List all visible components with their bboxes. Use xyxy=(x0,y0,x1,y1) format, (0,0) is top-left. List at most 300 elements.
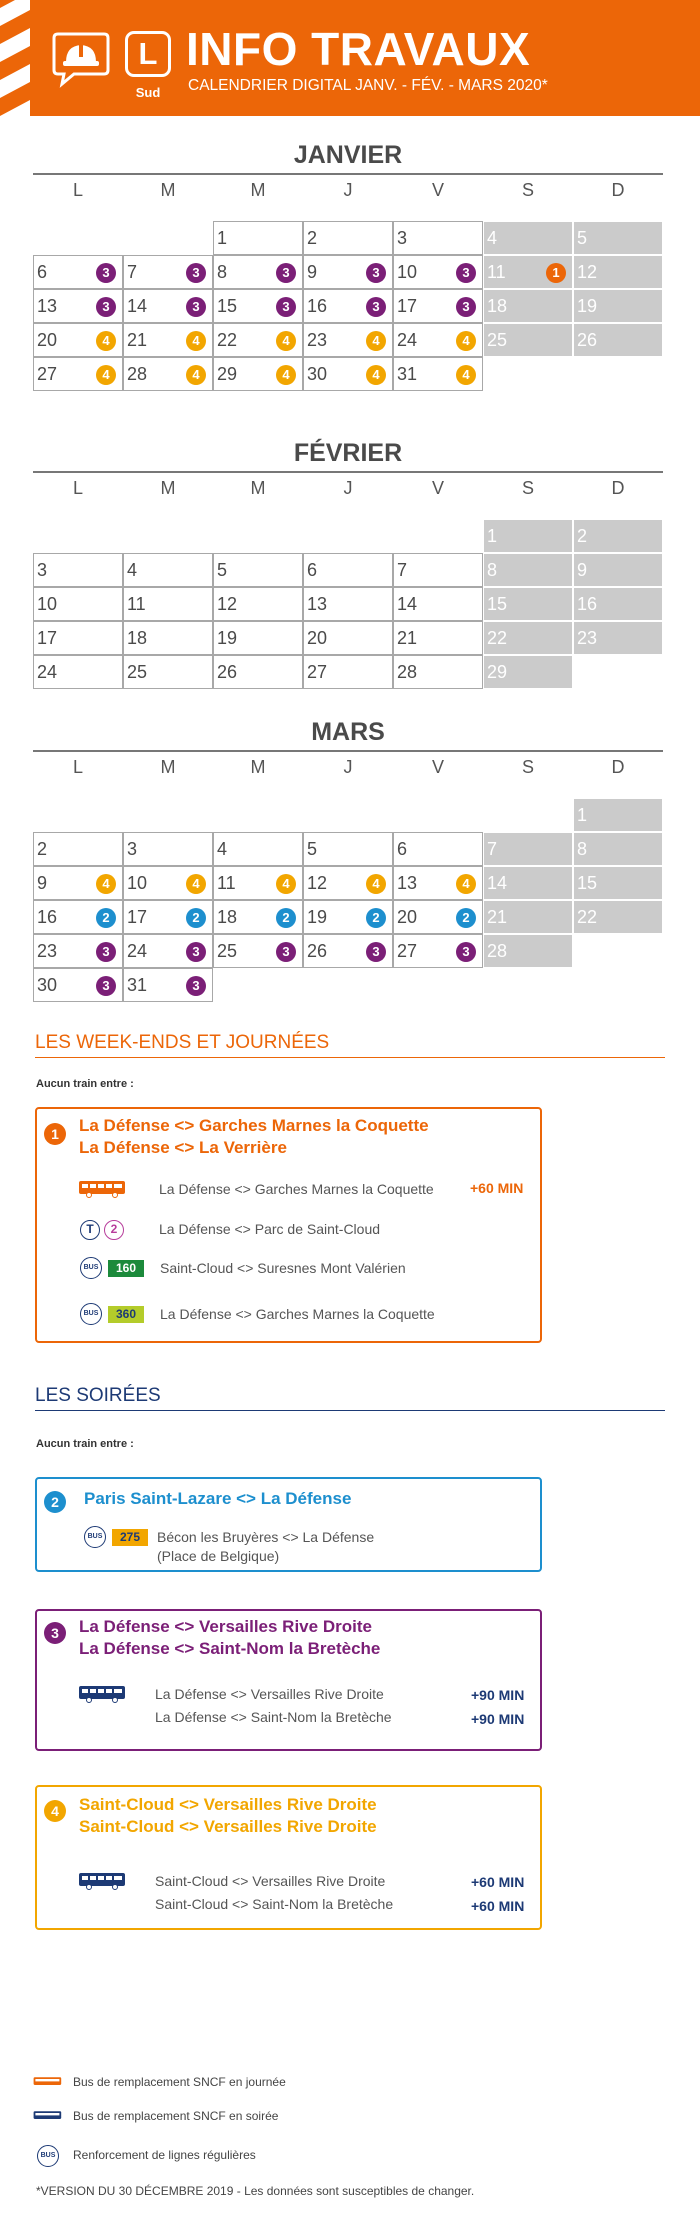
disruption-badge: 2 xyxy=(366,908,386,928)
calendar-day-cell xyxy=(393,621,483,655)
day-number: 21 xyxy=(127,330,148,350)
month-title: FÉVRIER xyxy=(293,439,403,467)
hazard-stripes xyxy=(0,0,40,116)
day-number: 11 xyxy=(217,873,236,893)
day-number: 10 xyxy=(127,873,148,893)
day-number: 28 xyxy=(487,941,508,961)
disruption-title xyxy=(79,1115,429,1159)
day-number: 5 xyxy=(577,228,588,248)
day-number: 19 xyxy=(307,907,328,927)
weekday-label: M xyxy=(160,477,176,498)
calendar-day-cell xyxy=(123,357,213,391)
day-number: 16 xyxy=(307,296,328,316)
day-number: 18 xyxy=(487,296,508,316)
day-number: 14 xyxy=(127,296,148,316)
calendar-day-cell xyxy=(213,655,303,689)
calendar-day-cell xyxy=(393,900,483,934)
disruption-box-3 xyxy=(35,1609,542,1751)
disruption-title-line: La Défense <> Versailles Rive Droite xyxy=(79,1617,372,1636)
calendar-day-cell xyxy=(483,900,573,934)
weekday-label: L xyxy=(72,756,83,777)
disruption-badge: 4 xyxy=(96,874,116,894)
calendar-day-cell xyxy=(393,357,483,391)
day-number: 11 xyxy=(127,594,146,614)
day-number: 6 xyxy=(397,839,408,859)
route-text-line: (Place de Belgique) xyxy=(157,1548,280,1564)
calendar-day-cell xyxy=(483,553,573,587)
calendar-day-cell xyxy=(573,221,663,255)
calendar-janvier xyxy=(33,141,663,391)
month-title: MARS xyxy=(311,718,385,746)
weekday-label: S xyxy=(521,477,534,498)
weekday-label: M xyxy=(250,477,266,498)
weekday-label: D xyxy=(611,756,625,777)
line-zone-label: Sud xyxy=(135,85,161,100)
calendar-day-cell xyxy=(393,553,483,587)
weekday-label: V xyxy=(431,179,444,200)
legend-day-bus-text: Bus de remplacement SNCF en journée xyxy=(73,2075,286,2089)
day-number: 4 xyxy=(217,839,228,859)
disruption-badge: 4 xyxy=(366,331,386,351)
extra-time: +60 MIN xyxy=(471,1898,525,1914)
day-number: 24 xyxy=(127,941,148,961)
calendar-day-cell xyxy=(303,323,393,357)
calendar-day-cell xyxy=(573,621,663,655)
disruption-badge: 3 xyxy=(96,263,116,283)
day-number: 13 xyxy=(307,594,328,614)
day-number: 17 xyxy=(37,628,58,648)
day-number: 16 xyxy=(577,594,598,614)
day-number: 12 xyxy=(307,873,328,893)
day-number: 14 xyxy=(487,873,508,893)
day-number: 3 xyxy=(127,839,138,859)
disruption-badge: 4 xyxy=(366,874,386,894)
disruption-number-badge: 1 xyxy=(44,1123,66,1145)
calendar-day-cell xyxy=(303,289,393,323)
calendar-day-cell xyxy=(483,655,573,689)
calendar-day-cell xyxy=(483,323,573,357)
bus-icon: BUS xyxy=(84,1526,106,1548)
bus-line-360-tag: 360 xyxy=(108,1306,144,1323)
calendar-day-cell xyxy=(33,289,123,323)
calendar-day-cell xyxy=(573,587,663,621)
tram-t-icon: T xyxy=(80,1220,100,1240)
day-number: 9 xyxy=(307,262,318,282)
calendar-day-cell xyxy=(123,655,213,689)
day-number: 23 xyxy=(307,330,328,350)
route-text: La Défense <> Garches Marnes la Coquette xyxy=(159,1181,434,1197)
extra-time: +60 MIN xyxy=(470,1180,524,1196)
calendar-day-cell xyxy=(123,832,213,866)
day-number: 11 xyxy=(487,262,506,282)
calendar-day-cell xyxy=(393,866,483,900)
weekday-header xyxy=(33,473,663,503)
disruption-badge: 3 xyxy=(276,942,296,962)
route-text: La Défense <> Saint-Nom la Bretèche xyxy=(155,1709,392,1725)
evening-replacement-bus-icon xyxy=(78,1872,128,1890)
disruption-title xyxy=(79,1794,377,1838)
disruption-badge: 4 xyxy=(456,365,476,385)
calendar-day-cell xyxy=(33,900,123,934)
extra-time: +60 MIN xyxy=(471,1874,525,1890)
calendar-day-cell xyxy=(33,968,123,1002)
day-number: 24 xyxy=(397,330,418,350)
day-number: 25 xyxy=(217,941,238,961)
route-text xyxy=(157,1528,374,1566)
calendar-mars xyxy=(33,718,663,1002)
day-number: 17 xyxy=(397,296,418,316)
day-number: 9 xyxy=(37,873,48,893)
calendar-grid xyxy=(33,798,663,1002)
calendar-day-cell xyxy=(123,323,213,357)
calendar-day-cell xyxy=(33,323,123,357)
weekday-label: L xyxy=(72,179,83,200)
calendar-day-cell xyxy=(213,255,303,289)
day-number: 10 xyxy=(397,262,418,282)
calendar-day-cell xyxy=(573,323,663,357)
day-number: 17 xyxy=(127,907,148,927)
calendar-day-cell xyxy=(123,587,213,621)
disruption-title-line: Paris Saint-Lazare <> La Défense xyxy=(84,1489,352,1508)
calendar-day-cell xyxy=(213,900,303,934)
day-number: 5 xyxy=(307,839,318,859)
disruption-badge: 2 xyxy=(186,908,206,928)
day-number: 16 xyxy=(37,907,58,927)
disruption-box-1 xyxy=(35,1107,542,1343)
disruption-badge: 3 xyxy=(456,297,476,317)
route-text-line: Bécon les Bruyères <> La Défense xyxy=(157,1529,375,1545)
disruption-badge: 4 xyxy=(96,365,116,385)
calendar-day-cell xyxy=(213,832,303,866)
calendar-day-cell xyxy=(33,587,123,621)
disruption-badge: 2 xyxy=(276,908,296,928)
weekday-label: V xyxy=(431,477,444,498)
calendar-day-cell xyxy=(33,866,123,900)
disruption-badge: 2 xyxy=(456,908,476,928)
calendar-day-cell xyxy=(483,621,573,655)
day-number: 27 xyxy=(37,364,58,384)
day-number: 4 xyxy=(127,560,138,580)
day-number: 6 xyxy=(307,560,318,580)
day-number: 31 xyxy=(397,364,418,384)
day-number: 22 xyxy=(487,628,508,648)
day-number: 23 xyxy=(577,628,598,648)
calendar-day-cell xyxy=(393,832,483,866)
month-title: JANVIER xyxy=(293,141,403,169)
route-text: La Défense <> Garches Marnes la Coquette xyxy=(160,1306,435,1322)
calendar-day-cell xyxy=(393,655,483,689)
day-number: 26 xyxy=(577,330,598,350)
calendar-day-cell xyxy=(393,289,483,323)
no-train-label: Aucun train entre : xyxy=(36,1438,134,1450)
weekday-label: S xyxy=(521,179,534,200)
weekday-label: M xyxy=(250,756,266,777)
weekday-header xyxy=(33,175,663,205)
bus-line-160-tag: 160 xyxy=(108,1260,144,1277)
day-number: 15 xyxy=(577,873,598,893)
disruption-badge: 3 xyxy=(276,263,296,283)
day-number: 25 xyxy=(487,330,508,350)
weekday-label: M xyxy=(160,179,176,200)
calendar-grid xyxy=(33,221,663,391)
calendar-day-cell xyxy=(123,900,213,934)
day-number: 8 xyxy=(577,839,588,859)
day-number: 19 xyxy=(577,296,598,316)
calendar-day-cell xyxy=(213,323,303,357)
calendar-day-cell xyxy=(213,553,303,587)
calendar-day-cell xyxy=(483,587,573,621)
day-number: 9 xyxy=(577,560,588,580)
no-train-label: Aucun train entre : xyxy=(36,1078,134,1090)
disruption-badge: 3 xyxy=(366,263,386,283)
calendar-day-cell xyxy=(213,587,303,621)
calendar-day-cell xyxy=(303,934,393,968)
calendar-day-cell xyxy=(123,621,213,655)
calendar-day-cell xyxy=(33,621,123,655)
disruption-badge: 3 xyxy=(366,297,386,317)
day-number: 10 xyxy=(37,594,58,614)
section-title-weekends: LES WEEK-ENDS ET JOURNÉES xyxy=(35,1032,665,1058)
weekday-label: M xyxy=(250,179,266,200)
day-number: 24 xyxy=(37,662,58,682)
calendar-day-cell xyxy=(213,221,303,255)
route-text: La Défense <> Parc de Saint-Cloud xyxy=(159,1221,381,1237)
day-number: 31 xyxy=(127,975,148,995)
calendar-day-cell xyxy=(483,221,573,255)
calendar-day-cell xyxy=(573,832,663,866)
disruption-badge: 4 xyxy=(276,365,296,385)
calendar-day-cell xyxy=(393,255,483,289)
day-number: 7 xyxy=(487,839,498,859)
disruption-badge: 4 xyxy=(456,331,476,351)
day-number: 26 xyxy=(217,662,238,682)
disruption-badge: 4 xyxy=(186,874,206,894)
route-text: Saint-Cloud <> Versailles Rive Droite xyxy=(155,1873,386,1889)
disruption-title-line: Saint-Cloud <> Versailles Rive Droite xyxy=(79,1795,377,1814)
disruption-badge: 3 xyxy=(366,942,386,962)
weekday-label: J xyxy=(343,756,353,777)
day-number: 27 xyxy=(397,941,418,961)
calendar-day-cell xyxy=(33,832,123,866)
day-number: 1 xyxy=(577,805,588,825)
calendar-day-cell xyxy=(303,255,393,289)
day-number: 23 xyxy=(37,941,58,961)
calendar-day-cell xyxy=(393,221,483,255)
calendar-day-cell xyxy=(213,289,303,323)
day-number: 12 xyxy=(217,594,238,614)
day-number: 26 xyxy=(307,941,328,961)
evening-replacement-bus-icon xyxy=(78,1685,128,1703)
calendar-day-cell xyxy=(303,357,393,391)
calendar-day-cell xyxy=(33,934,123,968)
calendar-day-cell xyxy=(123,866,213,900)
day-number: 29 xyxy=(487,662,508,682)
calendar-day-cell xyxy=(393,323,483,357)
calendar-day-cell xyxy=(213,357,303,391)
day-number: 27 xyxy=(307,662,328,682)
day-number: 30 xyxy=(37,975,58,995)
day-number: 20 xyxy=(397,907,418,927)
day-number: 25 xyxy=(127,662,148,682)
route-text: Saint-Cloud <> Suresnes Mont Valérien xyxy=(160,1260,406,1276)
disruption-title xyxy=(79,1616,380,1660)
day-number: 1 xyxy=(217,228,228,248)
disruption-badge: 3 xyxy=(456,942,476,962)
calendar-day-cell xyxy=(213,866,303,900)
disruption-badge: 3 xyxy=(96,297,116,317)
calendar-day-cell xyxy=(303,655,393,689)
disruption-box-4 xyxy=(35,1785,542,1930)
day-number: 21 xyxy=(487,907,508,927)
disruption-box-2 xyxy=(35,1477,542,1572)
day-number: 18 xyxy=(217,907,238,927)
disruption-badge: 3 xyxy=(186,297,206,317)
calendar-grid xyxy=(33,519,663,689)
calendar-day-cell xyxy=(303,587,393,621)
calendar-day-cell xyxy=(483,255,573,289)
section-title-evenings: LES SOIRÉES xyxy=(35,1385,665,1411)
legend-evening-bus-text: Bus de remplacement SNCF en soirée xyxy=(73,2109,279,2123)
day-number: 30 xyxy=(307,364,328,384)
day-number: 20 xyxy=(307,628,328,648)
disruption-title-line: Saint-Cloud <> Versailles Rive Droite xyxy=(79,1817,377,1836)
calendar-day-cell xyxy=(303,553,393,587)
calendar-day-cell xyxy=(123,934,213,968)
day-number: 3 xyxy=(37,560,48,580)
calendar-day-cell xyxy=(573,289,663,323)
day-number: 20 xyxy=(37,330,58,350)
extra-time: +90 MIN xyxy=(471,1687,525,1703)
day-number: 13 xyxy=(397,873,418,893)
disruption-badge: 3 xyxy=(456,263,476,283)
disruption-badge: 4 xyxy=(96,331,116,351)
day-number: 5 xyxy=(217,560,228,580)
calendar-day-cell xyxy=(303,621,393,655)
calendar-day-cell xyxy=(303,900,393,934)
legend-day-bus-icon xyxy=(33,2076,63,2088)
disruption-title-line: La Défense <> Garches Marnes la Coquette xyxy=(79,1116,429,1135)
calendar-day-cell xyxy=(393,587,483,621)
disruption-badge: 3 xyxy=(186,976,206,996)
weekday-label: J xyxy=(343,477,353,498)
calendar-day-cell xyxy=(483,832,573,866)
calendar-day-cell xyxy=(303,866,393,900)
day-number: 18 xyxy=(127,628,148,648)
day-number: 13 xyxy=(37,296,58,316)
calendar-day-cell xyxy=(123,968,213,1002)
disruption-title-line: La Défense <> La Verrière xyxy=(79,1138,287,1157)
day-number: 28 xyxy=(397,662,418,682)
day-number: 29 xyxy=(217,364,238,384)
calendar-fevrier xyxy=(33,439,663,689)
weekday-header xyxy=(33,752,663,782)
day-number: 4 xyxy=(487,228,498,248)
page-title: INFO TRAVAUX xyxy=(186,23,531,75)
day-number: 21 xyxy=(397,628,418,648)
calendar-day-cell xyxy=(573,519,663,553)
bus-icon: BUS xyxy=(80,1257,102,1279)
calendar-day-cell xyxy=(213,934,303,968)
disruption-badge: 4 xyxy=(186,365,206,385)
bus-icon: BUS xyxy=(80,1303,102,1325)
route-text: Saint-Cloud <> Saint-Nom la Bretèche xyxy=(155,1896,394,1912)
day-number: 2 xyxy=(37,839,48,859)
disruption-badge: 4 xyxy=(366,365,386,385)
calendar-day-cell xyxy=(573,900,663,934)
disruption-number-badge: 2 xyxy=(44,1491,66,1513)
day-number: 3 xyxy=(397,228,408,248)
legend-bus-icon: BUS xyxy=(37,2145,59,2167)
day-number: 7 xyxy=(127,262,138,282)
disruption-badge: 4 xyxy=(276,331,296,351)
worker-helmet-icon xyxy=(52,30,110,88)
day-number: 7 xyxy=(397,560,408,580)
version-footnote: *VERSION DU 30 DÉCEMBRE 2019 - Les données sont susceptibles de changer. xyxy=(36,2184,475,2198)
disruption-badge: 3 xyxy=(96,942,116,962)
day-number: 8 xyxy=(217,262,228,282)
calendar-day-cell xyxy=(123,255,213,289)
route-text: La Défense <> Versailles Rive Droite xyxy=(155,1686,384,1702)
calendar-day-cell xyxy=(573,866,663,900)
disruption-badge: 4 xyxy=(186,331,206,351)
calendar-day-cell xyxy=(483,519,573,553)
calendar-day-cell xyxy=(483,289,573,323)
day-number: 22 xyxy=(577,907,598,927)
calendar-day-cell xyxy=(393,934,483,968)
calendar-day-cell xyxy=(33,357,123,391)
disruption-badge: 1 xyxy=(546,263,566,283)
disruption-title-line: La Défense <> Saint-Nom la Bretèche xyxy=(79,1639,381,1658)
weekday-label: V xyxy=(431,756,444,777)
day-number: 6 xyxy=(37,262,48,282)
calendar-day-cell xyxy=(573,798,663,832)
day-number: 28 xyxy=(127,364,148,384)
calendar-day-cell xyxy=(483,866,573,900)
calendar-day-cell xyxy=(33,553,123,587)
day-number: 19 xyxy=(217,628,238,648)
extra-time: +90 MIN xyxy=(471,1711,525,1727)
day-number: 14 xyxy=(397,594,418,614)
day-number: 15 xyxy=(217,296,238,316)
disruption-number-badge: 4 xyxy=(44,1800,66,1822)
disruption-badge: 3 xyxy=(96,976,116,996)
day-number: 1 xyxy=(487,526,498,546)
calendar-day-cell xyxy=(573,255,663,289)
weekday-label: J xyxy=(343,179,353,200)
day-number: 8 xyxy=(487,560,498,580)
weekday-label: L xyxy=(72,477,83,498)
bus-line-275-tag: 275 xyxy=(112,1529,148,1546)
calendar-day-cell xyxy=(123,289,213,323)
disruption-badge: 4 xyxy=(456,874,476,894)
disruption-badge: 4 xyxy=(276,874,296,894)
day-number: 2 xyxy=(577,526,588,546)
weekday-label: S xyxy=(521,756,534,777)
disruption-badge: 3 xyxy=(186,263,206,283)
day-number: 15 xyxy=(487,594,508,614)
calendar-day-cell xyxy=(573,553,663,587)
day-number: 12 xyxy=(577,262,598,282)
calendar-day-cell xyxy=(303,221,393,255)
calendar-day-cell xyxy=(33,255,123,289)
page-subtitle: CALENDRIER DIGITAL JANV. - FÉV. - MARS 2020* xyxy=(188,77,548,94)
calendar-day-cell xyxy=(303,832,393,866)
tram-line-2-icon: 2 xyxy=(104,1220,124,1240)
line-l-badge: L xyxy=(125,31,171,77)
header-banner xyxy=(0,0,700,116)
weekday-label: D xyxy=(611,477,625,498)
disruption-badge: 3 xyxy=(276,297,296,317)
